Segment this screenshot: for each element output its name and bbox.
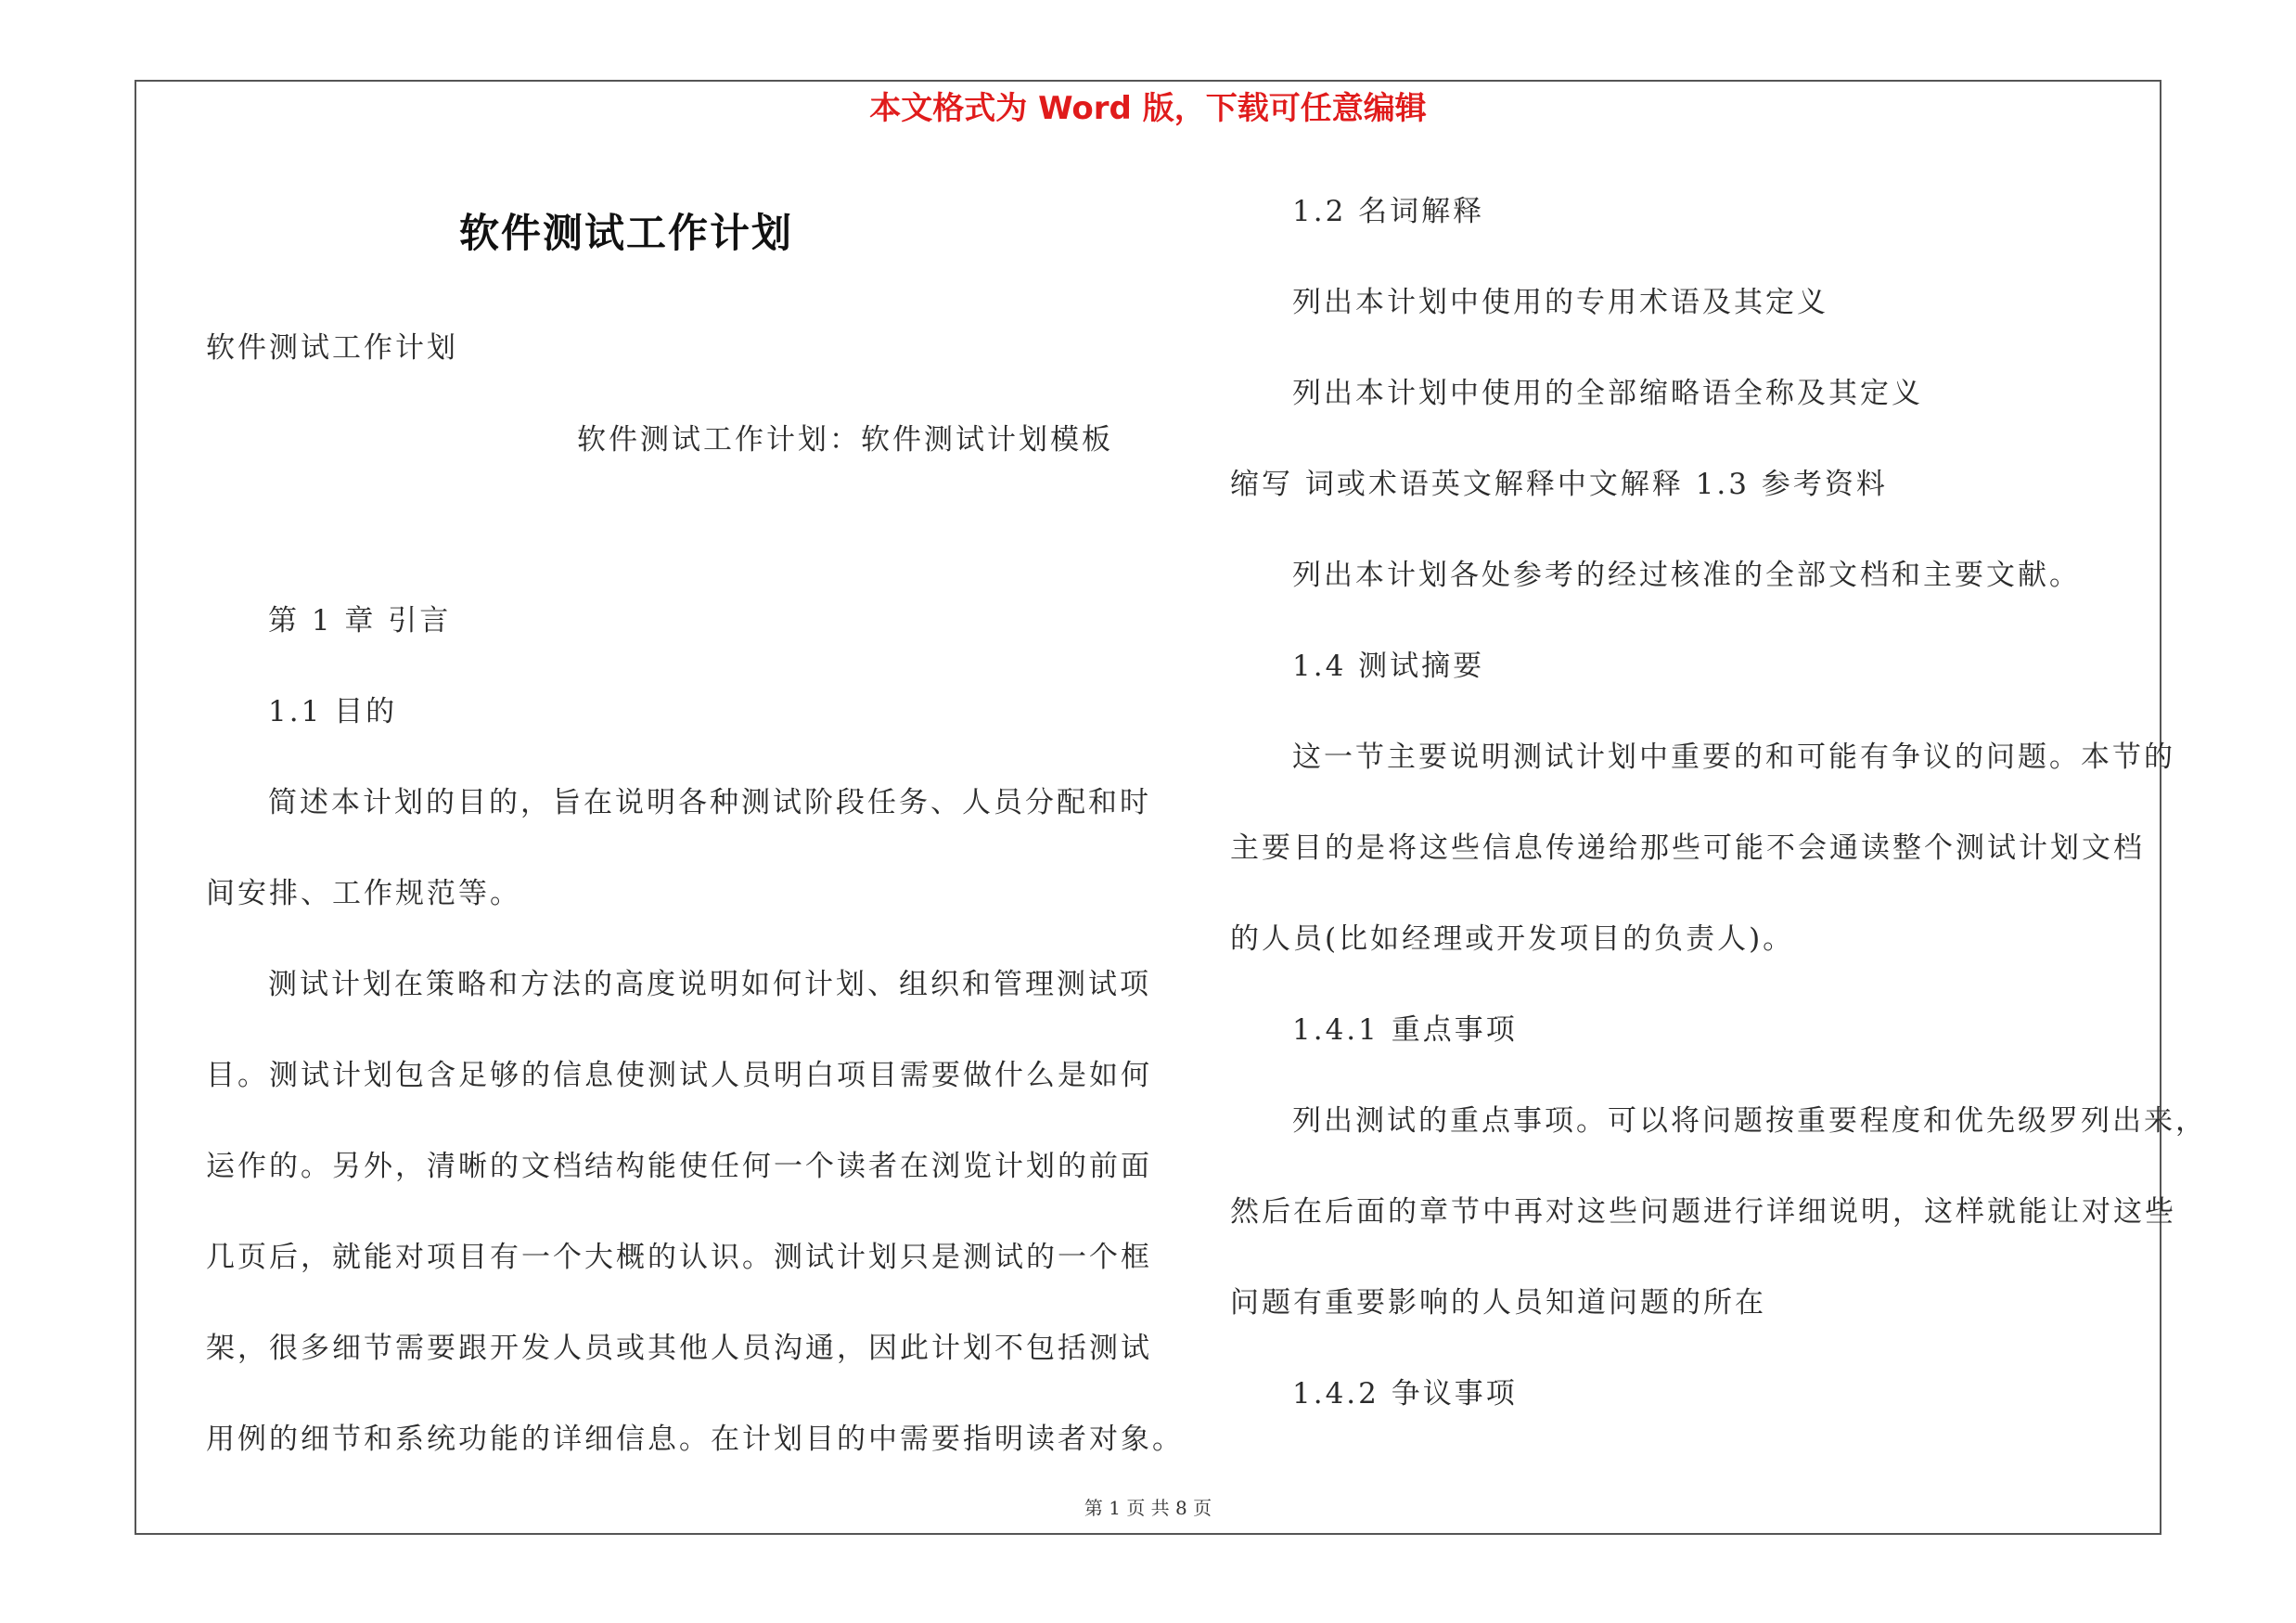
paragraph-line: 架，很多细节需要跟开发人员或其他人员沟通，因此计划不包括测试	[206, 1332, 1152, 1365]
paragraph-line: 软件测试工作计划：软件测试计划模板	[577, 423, 1113, 457]
paragraph-line: 这一节主要说明测试计划中重要的和可能有争议的问题。本节的	[1292, 741, 2175, 774]
page-number-footer: 第 1 页 共 8 页	[1084, 1497, 1212, 1519]
section-heading: 1.4.2 争议事项	[1292, 1377, 1518, 1410]
paragraph-line: 软件测试工作计划	[206, 331, 458, 365]
paragraph-line: 列出本计划中使用的全部缩略语全称及其定义	[1292, 377, 1923, 410]
paragraph-line: 列出测试的重点事项。可以将问题按重要程度和优先级罗列出来，	[1292, 1104, 2207, 1138]
paragraph-line: 然后在后面的章节中再对这些问题进行详细说明，这样就能让对这些	[1230, 1195, 2176, 1229]
paragraph-line: 用例的细节和系统功能的详细信息。在计划目的中需要指明读者对象。	[206, 1423, 1184, 1456]
paragraph-line: 间安排、工作规范等。	[206, 877, 521, 910]
paragraph-line: 几页后，就能对项目有一个大概的认识。测试计划只是测试的一个框	[206, 1241, 1152, 1274]
paragraph-line: 列出本计划中使用的专用术语及其定义	[1292, 286, 1828, 319]
paragraph-line: 主要目的是将这些信息传递给那些可能不会通读整个测试计划文档	[1230, 831, 2145, 865]
paragraph-line: 的人员(比如经理或开发项目的负责人)。	[1230, 922, 1795, 956]
section-heading: 1.4 测试摘要	[1292, 650, 1485, 683]
section-heading: 1.2 名词解释	[1292, 195, 1485, 228]
paragraph-line: 缩写 词或术语英文解释中文解释 1.3 参考资料	[1230, 468, 1888, 501]
chapter-heading: 第 1 章 引言	[268, 604, 452, 638]
paragraph-line: 目。测试计划包含足够的信息使测试人员明白项目需要做什么是如何	[206, 1059, 1152, 1092]
paragraph-line: 列出本计划各处参考的经过核准的全部文档和主要文献。	[1292, 559, 2081, 592]
document-title: 软件测试工作计划	[459, 211, 793, 257]
paragraph-line: 问题有重要影响的人员知道问题的所在	[1230, 1286, 1766, 1320]
paragraph-line: 简述本计划的目的，旨在说明各种测试阶段任务、人员分配和时	[268, 786, 1151, 819]
section-heading: 1.4.1 重点事项	[1292, 1013, 1518, 1047]
paragraph-line: 测试计划在策略和方法的高度说明如何计划、组织和管理测试项	[268, 968, 1151, 1001]
section-heading: 1.1 目的	[268, 695, 398, 728]
paragraph-line: 运作的。另外，清晰的文档结构能使任何一个读者在浏览计划的前面	[206, 1150, 1152, 1183]
word-format-banner: 本文格式为 Word 版，下载可任意编辑	[869, 90, 1427, 127]
